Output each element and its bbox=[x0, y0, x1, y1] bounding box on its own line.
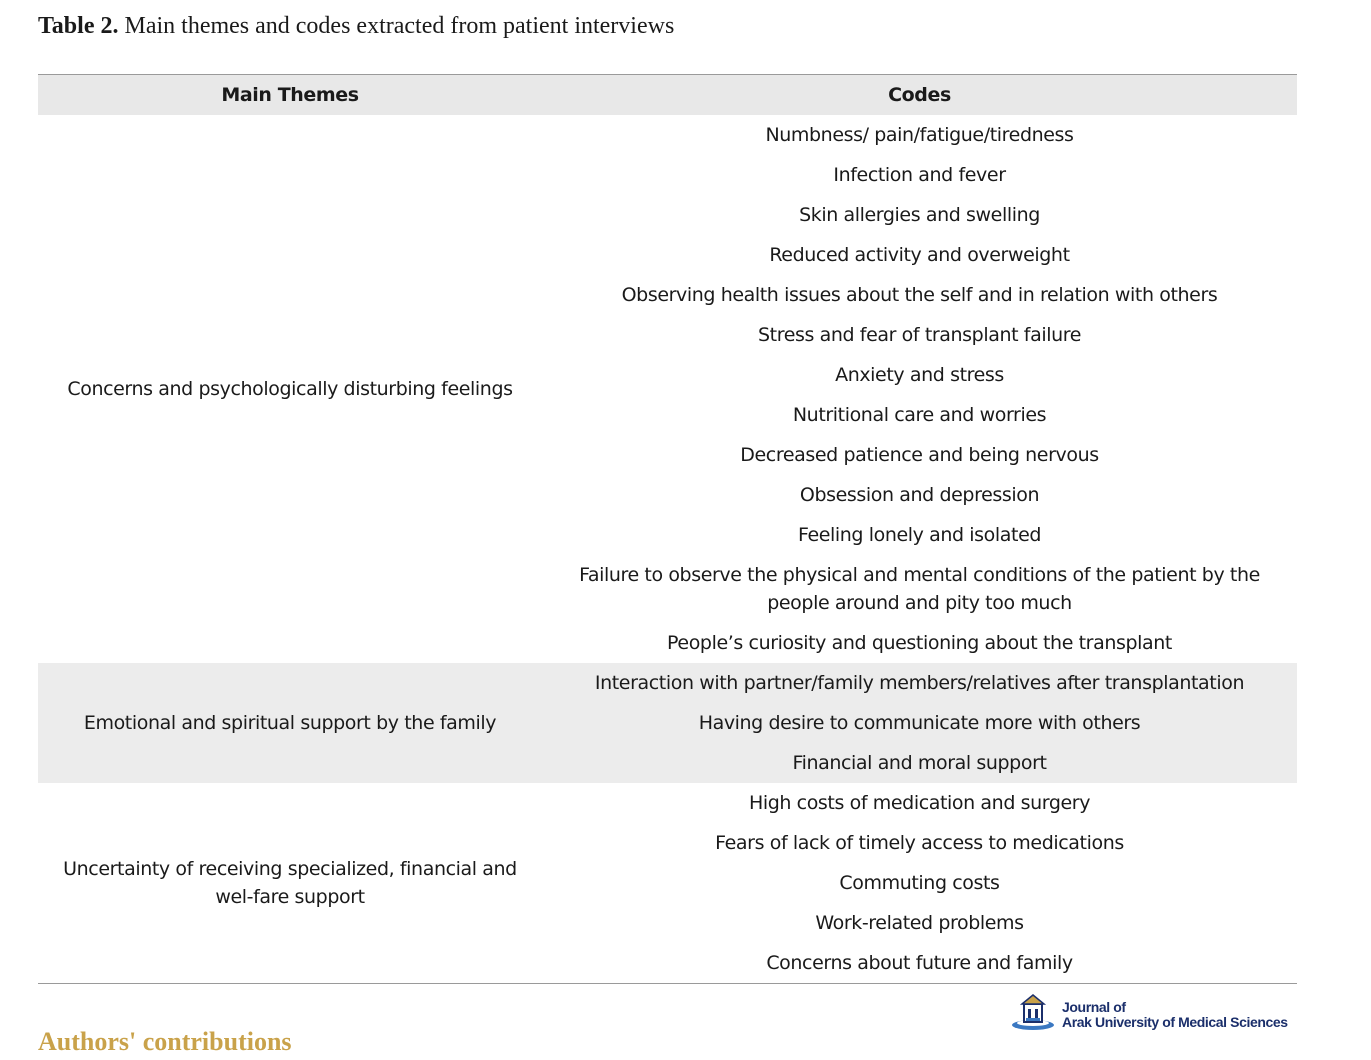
table-caption bbox=[38, 10, 674, 42]
code-item: Reduced activity and overweight bbox=[769, 244, 1070, 266]
code-item: High costs of medication and surgery bbox=[748, 792, 1091, 814]
code-item: Interaction with partner/family members/relatives after transplantation bbox=[594, 672, 1245, 694]
table-header-row bbox=[38, 75, 1297, 116]
code-item: Concerns about future and family bbox=[766, 952, 1073, 974]
section-heading: Authors' contributions bbox=[38, 1027, 292, 1056]
code-item: Commuting costs bbox=[839, 872, 1000, 894]
theme-cell: Uncertainty of receiving specialized, financial and wel-fare support bbox=[38, 783, 542, 984]
journal-emblem-icon bbox=[1010, 992, 1056, 1032]
theme-cell: Concerns and psychologically disturbing feelings bbox=[67, 378, 513, 400]
code-item: Infection and fever bbox=[833, 164, 1006, 186]
code-item: Stress and fear of transplant failure bbox=[757, 324, 1082, 346]
header-codes: Codes bbox=[542, 75, 1297, 116]
code-item: Obsession and depression bbox=[799, 484, 1040, 506]
code-item: Work-related problems bbox=[815, 912, 1024, 934]
header-main-themes: Main Themes bbox=[38, 75, 542, 116]
code-item: Failure to observe the physical and mental conditions of the patient by the people around and pity too much bbox=[579, 564, 1260, 614]
logo-line-2: Arak University of Medical Sciences bbox=[1062, 1014, 1288, 1030]
codes-cell bbox=[542, 783, 1297, 984]
caption-text: Main themes and codes extracted from patient interviews bbox=[124, 13, 675, 39]
code-item: Having desire to communicate more with others bbox=[698, 712, 1141, 734]
code-item: Skin allergies and swelling bbox=[799, 204, 1040, 226]
table-row bbox=[38, 663, 1297, 783]
table-row bbox=[38, 783, 1297, 984]
code-item: Numbness/ pain/fatigue/tiredness bbox=[765, 124, 1074, 146]
codes-cell bbox=[542, 663, 1297, 783]
code-item: People’s curiosity and questioning about the transplant bbox=[667, 632, 1172, 654]
codes-cell bbox=[542, 115, 1297, 663]
journal-logo bbox=[1010, 990, 1300, 1036]
code-item: Fears of lack of timely access to medications bbox=[715, 832, 1124, 854]
code-item: Financial and moral support bbox=[792, 752, 1047, 774]
caption-label: Table 2. bbox=[38, 13, 119, 39]
table-row bbox=[38, 115, 1297, 663]
code-item: Feeling lonely and isolated bbox=[797, 524, 1042, 546]
logo-line-1: Journal of bbox=[1062, 999, 1126, 1015]
code-item: Anxiety and stress bbox=[835, 364, 1004, 386]
code-item: Observing health issues about the self and in relation with others bbox=[621, 284, 1218, 306]
themes-table bbox=[38, 74, 1297, 984]
code-item: Decreased patience and being nervous bbox=[740, 444, 1099, 466]
code-item: Nutritional care and worries bbox=[792, 404, 1047, 426]
theme-cell: Emotional and spiritual support by the family bbox=[83, 712, 497, 734]
